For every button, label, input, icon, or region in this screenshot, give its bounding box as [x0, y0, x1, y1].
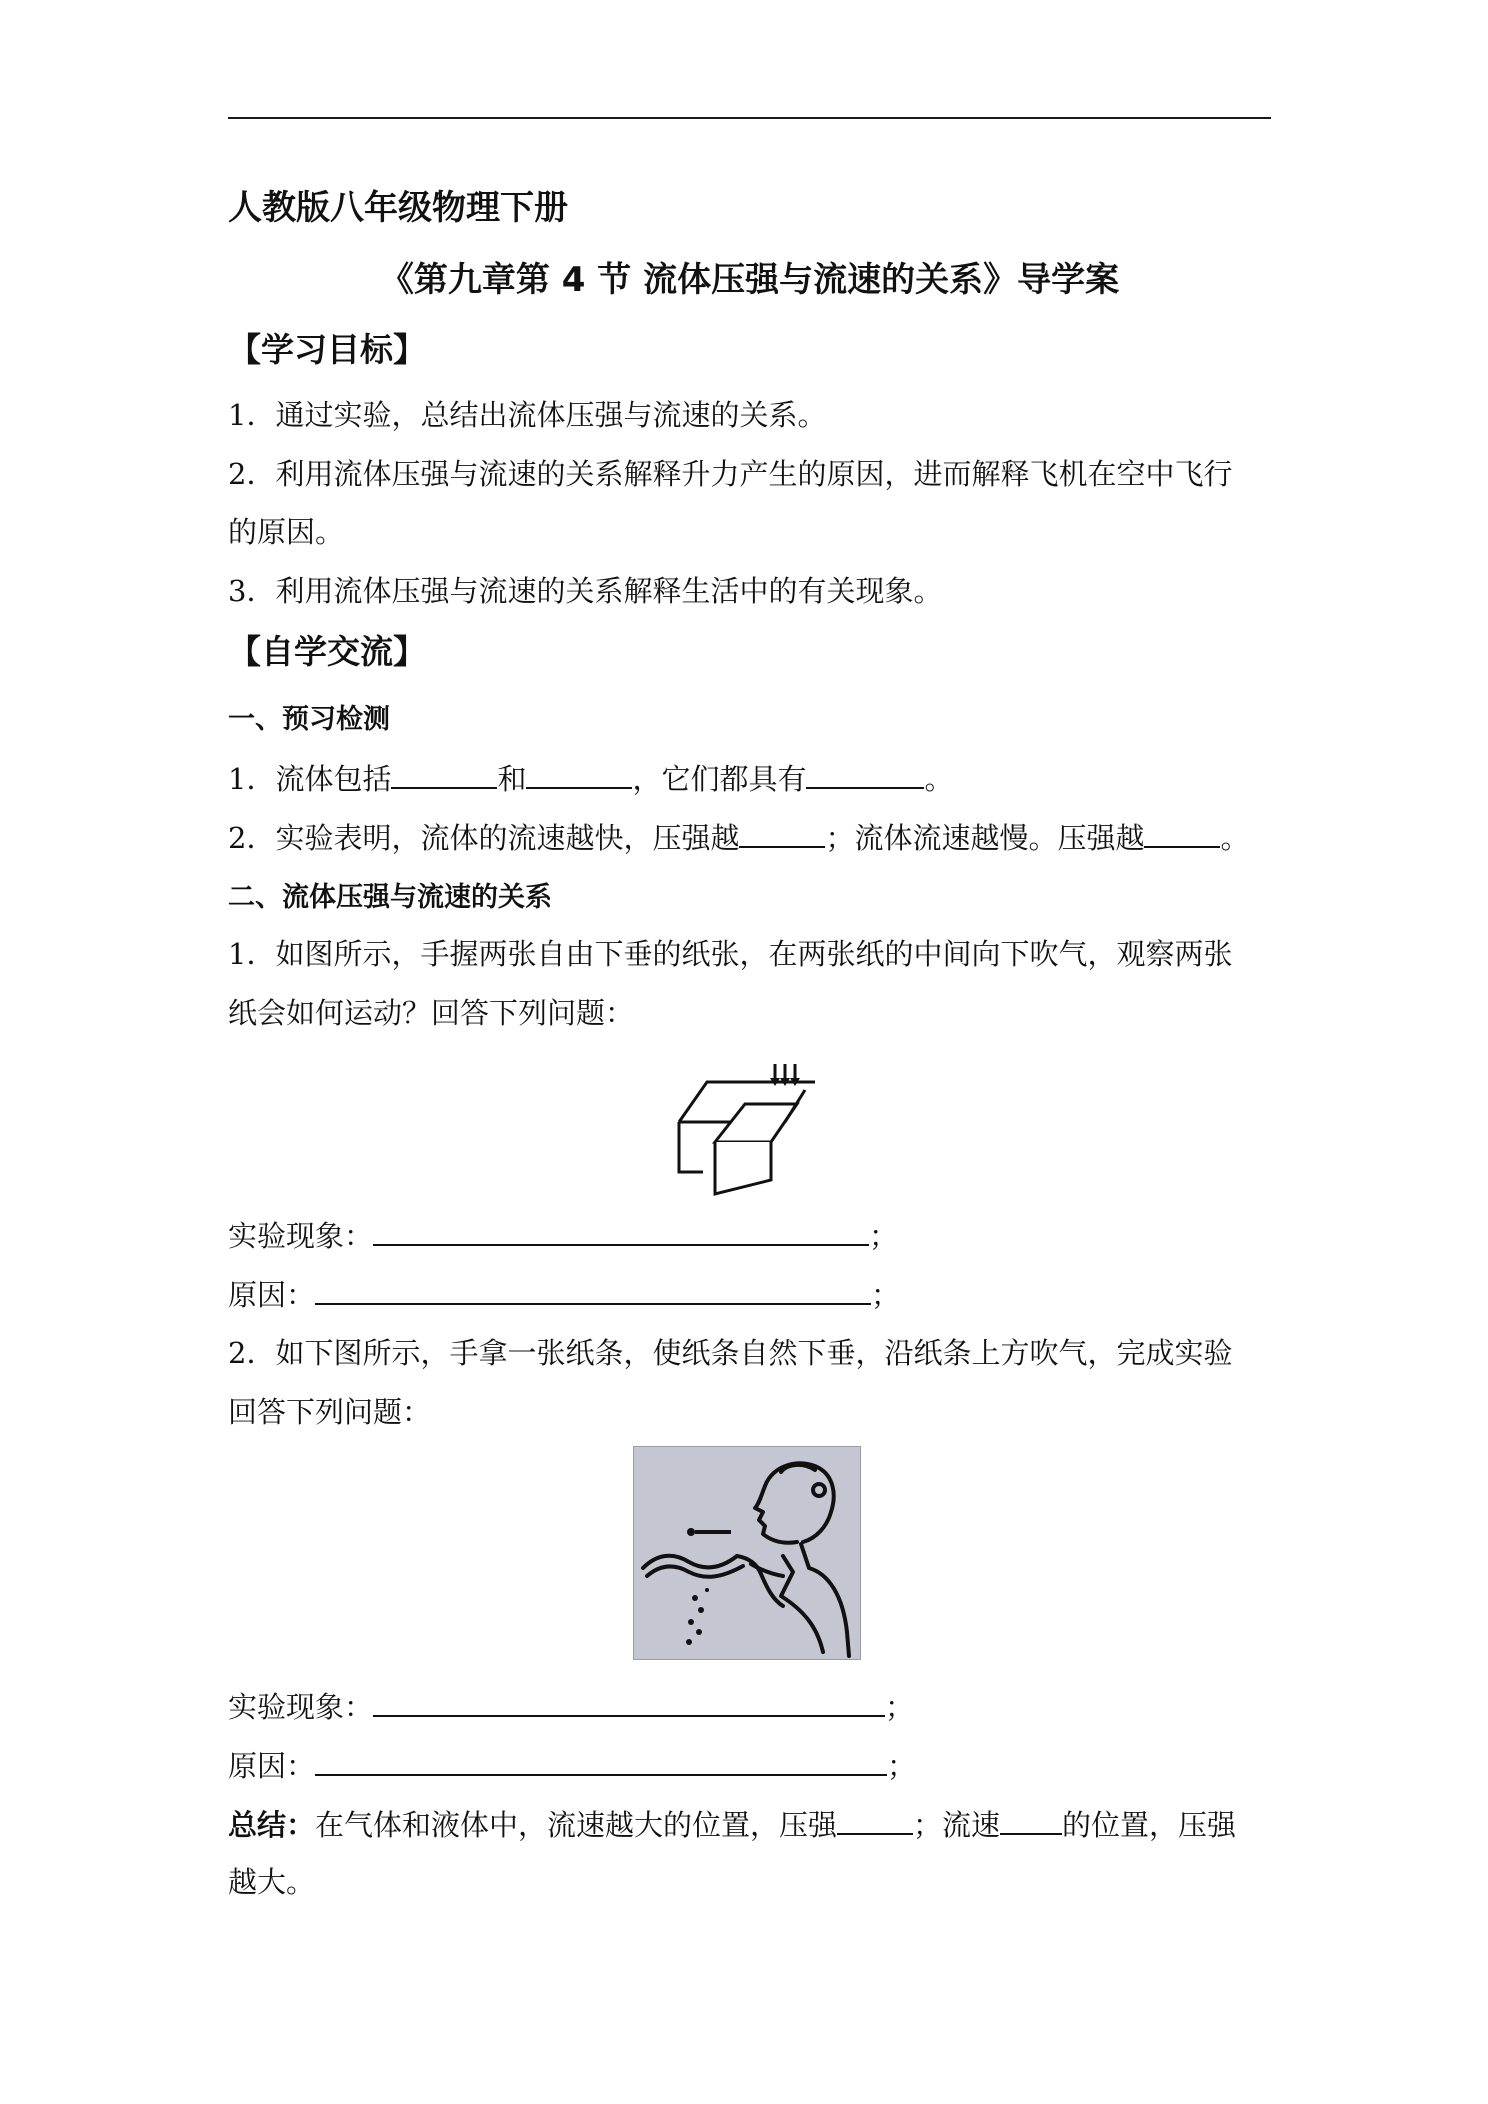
- end-mark: ；: [887, 1749, 917, 1783]
- goal-item: 3．利用流体压强与流速的关系解释生活中的有关现象。: [228, 574, 943, 608]
- answer-blank[interactable]: [526, 757, 632, 789]
- question-text: 。: [1220, 821, 1250, 855]
- end-mark: ；: [871, 1278, 901, 1312]
- end-mark: ；: [869, 1219, 899, 1253]
- answer-blank[interactable]: [373, 1685, 885, 1717]
- blowing-paper-figure: [633, 1446, 861, 1660]
- answer-blank[interactable]: [837, 1803, 913, 1835]
- summary-line-continued: 越大。: [228, 1865, 316, 1899]
- answer-blank[interactable]: [1000, 1803, 1062, 1835]
- lesson-title: 《第九章第 4 节 流体压强与流速的关系》导学案: [379, 260, 1120, 300]
- question-text: ；流体流速越慢。压强越: [825, 821, 1145, 855]
- reason-label: 原因：: [228, 1749, 316, 1783]
- question-text: 。: [924, 762, 954, 796]
- answer-blank[interactable]: [739, 816, 825, 848]
- experiment-1-phenomenon: [228, 1214, 1271, 1256]
- goal-item: 2．利用流体压强与流速的关系解释升力产生的原因，进而解释飞机在空中飞行: [228, 457, 1233, 491]
- answer-blank[interactable]: [806, 757, 924, 789]
- experiment-2-text-continued: 回答下列问题：: [228, 1395, 432, 1429]
- experiment-1-text: 1．如图所示，手握两张自由下垂的纸张，在两张纸的中间向下吹气，观察两张: [228, 937, 1233, 971]
- phenomenon-label: 实验现象：: [228, 1219, 374, 1253]
- person-blowing-icon: [633, 1446, 861, 1660]
- goal-item: 1．通过实验，总结出流体压强与流速的关系。: [228, 398, 827, 432]
- two-papers-figure: [675, 1062, 825, 1202]
- experiment-1-reason: [228, 1273, 1271, 1315]
- phenomenon-label: 实验现象：: [228, 1690, 374, 1724]
- summary-text: ；流速: [913, 1808, 1001, 1842]
- summary-text: 在气体和液体中，流速越大的位置，压强: [315, 1808, 838, 1842]
- self-study-heading: 【自学交流】: [228, 632, 426, 671]
- summary-line: [228, 1803, 1271, 1845]
- goals-heading: 【学习目标】: [228, 330, 426, 369]
- answer-blank[interactable]: [391, 757, 497, 789]
- two-papers-icon: [675, 1062, 825, 1202]
- preview-question-2: [228, 816, 1271, 858]
- header-rule: [228, 117, 1271, 119]
- experiment-2-reason: [228, 1744, 1271, 1786]
- summary-text: 的位置，压强: [1062, 1808, 1237, 1842]
- experiment-2-phenomenon: [228, 1685, 1271, 1727]
- preview-check-heading: 一、预习检测: [228, 704, 390, 735]
- answer-blank[interactable]: [315, 1273, 871, 1305]
- answer-blank[interactable]: [315, 1744, 887, 1776]
- question-text: ，它们都具有: [632, 762, 807, 796]
- experiment-2-text: 2．如下图所示，手拿一张纸条，使纸条自然下垂，沿纸条上方吹气，完成实验: [228, 1336, 1233, 1370]
- question-text: 1．流体包括: [228, 762, 392, 796]
- question-text: 2．实验表明，流体的流速越快，压强越: [228, 821, 740, 855]
- experiment-1-text-continued: 纸会如何运动？回答下列问题：: [228, 996, 635, 1030]
- preview-question-1: [228, 757, 1271, 799]
- answer-blank[interactable]: [1144, 816, 1220, 848]
- pressure-speed-heading: 二、流体压强与流速的关系: [228, 882, 552, 913]
- answer-blank[interactable]: [373, 1214, 869, 1246]
- book-title: 人教版八年级物理下册: [228, 188, 568, 228]
- reason-label: 原因：: [228, 1278, 316, 1312]
- end-mark: ；: [885, 1690, 915, 1724]
- goal-item-continued: 的原因。: [228, 515, 345, 549]
- question-text: 和: [497, 762, 527, 796]
- summary-label: 总结：: [228, 1808, 316, 1842]
